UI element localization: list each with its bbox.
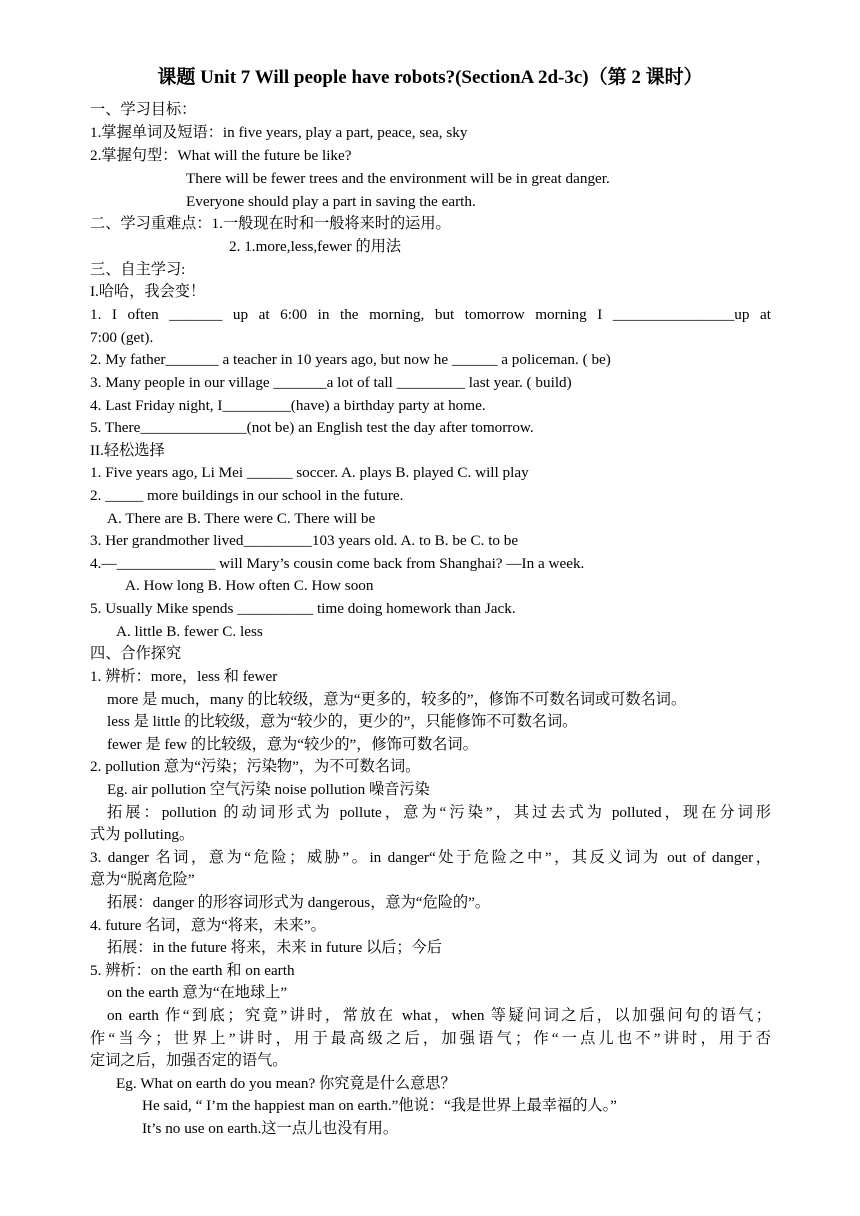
objective-sentences: 2.掌握句型：What will the future be like? xyxy=(90,147,352,164)
exercise-item: 4. Last Friday night, I_________(have) a birthday party at home. xyxy=(90,397,486,414)
analysis-text: on the earth 意为“在地球上” xyxy=(107,984,288,1001)
analysis-extension: 拓展：pollution 的动词形式为 pollute，意为“污染”，其过去式为 polluted，现在分词形 xyxy=(107,804,771,821)
page-title: 课题 Unit 7 Will people have robots?(SectionA 2d-3c)（第 2 课时） xyxy=(157,67,703,88)
analysis-text-continued: 作“当今；世界上”讲时，用于最高级之后，加强语气；作“一点儿也不”讲时，用于否 xyxy=(90,1030,771,1047)
analysis-item: 3. danger 名词，意为“危险；威胁”。in danger“处于危险之中”，其反义词为 out of danger， xyxy=(90,849,771,866)
choice-question: 1. Five years ago, Li Mei ______ soccer. A. plays B. played C. will play xyxy=(90,464,529,481)
choice-question: 2. _____ more buildings in our school in the future. xyxy=(90,487,404,504)
sentence-pattern: There will be fewer trees and the environment will be in great danger. xyxy=(186,170,610,187)
analysis-example: He said, “ I’m the happiest man on earth.”他说：“我是世界上最幸福的人。” xyxy=(142,1097,617,1114)
analysis-item: 1. 辨析：more，less 和 fewer xyxy=(90,668,278,685)
analysis-text: on earth 作“到底；究竟”讲时，常放在 what，when 等疑问词之后，以加强问句的语气； xyxy=(107,1007,771,1024)
exercise-part-heading: II.轻松选择 xyxy=(90,442,165,459)
analysis-example: It’s no use on earth.这一点儿也没有用。 xyxy=(142,1120,399,1137)
analysis-item: 2. pollution 意为“污染；污染物”，为不可数名词。 xyxy=(90,758,421,775)
exercise-item-continued: 7:00 (get). xyxy=(90,329,154,346)
choice-question: 3. Her grandmother lived_________103 years old. A. to B. be C. to be xyxy=(90,532,519,549)
exercise-part-heading: I.哈哈，我会变！ xyxy=(90,283,206,300)
section-heading-self-study: 三、自主学习: xyxy=(90,261,186,278)
analysis-text: more 是 much，many 的比较级，意为“更多的，较多的”，修饰不可数名词或可数名词。 xyxy=(107,691,687,708)
analysis-example: Eg. What on earth do you mean? 你究竟是什么意思？ xyxy=(116,1075,456,1092)
analysis-extension-continued: 式为 polluting。 xyxy=(90,826,195,843)
analysis-text-continued: 定词之后，加强否定的语气。 xyxy=(90,1052,288,1069)
choice-question: 5. Usually Mike spends __________ time doing homework than Jack. xyxy=(90,600,516,617)
analysis-extension: 拓展：danger 的形容词形式为 dangerous，意为“危险的”。 xyxy=(107,894,491,911)
exercise-item: 5. There______________(not be) an English test the day after tomorrow. xyxy=(90,419,534,436)
exercise-item: 2. My father_______ a teacher in 10 years ago, but now he ______ a policeman. ( be) xyxy=(90,351,611,368)
analysis-item: 5. 辨析：on the earth 和 on earth xyxy=(90,962,295,979)
key-point: 2. 1.more,less,fewer 的用法 xyxy=(229,238,402,255)
choice-options: A. little B. fewer C. less xyxy=(116,623,263,640)
analysis-text: fewer 是 few 的比较级，意为“较少的”，修饰可数名词。 xyxy=(107,736,478,753)
analysis-extension: 拓展：in the future 将来，未来 in future 以后；今后 xyxy=(107,939,442,956)
section-heading-objectives: 一、学习目标： xyxy=(90,101,197,118)
choice-options: A. There are B. There were C. There will be xyxy=(107,510,376,527)
sentence-pattern: Everyone should play a part in saving the earth. xyxy=(186,193,476,210)
exercise-item: 1. I often _______ up at 6:00 in the morning, but tomorrow morning I ________________up at xyxy=(90,306,771,323)
exercise-item: 3. Many people in our village _______a lot of tall _________ last year. ( build) xyxy=(90,374,572,391)
section-heading-key-points: 二、学习重难点：1.一般现在时和一般将来时的运用。 xyxy=(90,215,451,232)
choice-question: 4.—_____________ will Mary’s cousin come back from Shanghai? —In a week. xyxy=(90,555,585,572)
analysis-item: 4. future 名词，意为“将来，未来”。 xyxy=(90,917,326,934)
section-heading-cooperation: 四、合作探究 xyxy=(90,645,182,662)
objective-words: 1.掌握单词及短语：in five years, play a part, peace, sea, sky xyxy=(90,124,468,141)
choice-options: A. How long B. How often C. How soon xyxy=(125,577,374,594)
analysis-text: less 是 little 的比较级，意为“较少的，更少的”，只能修饰不可数名词。 xyxy=(107,713,578,730)
analysis-item-continued: 意为“脱离危险” xyxy=(90,871,195,888)
analysis-example: Eg. air pollution 空气污染 noise pollution 噪音污染 xyxy=(107,781,430,798)
